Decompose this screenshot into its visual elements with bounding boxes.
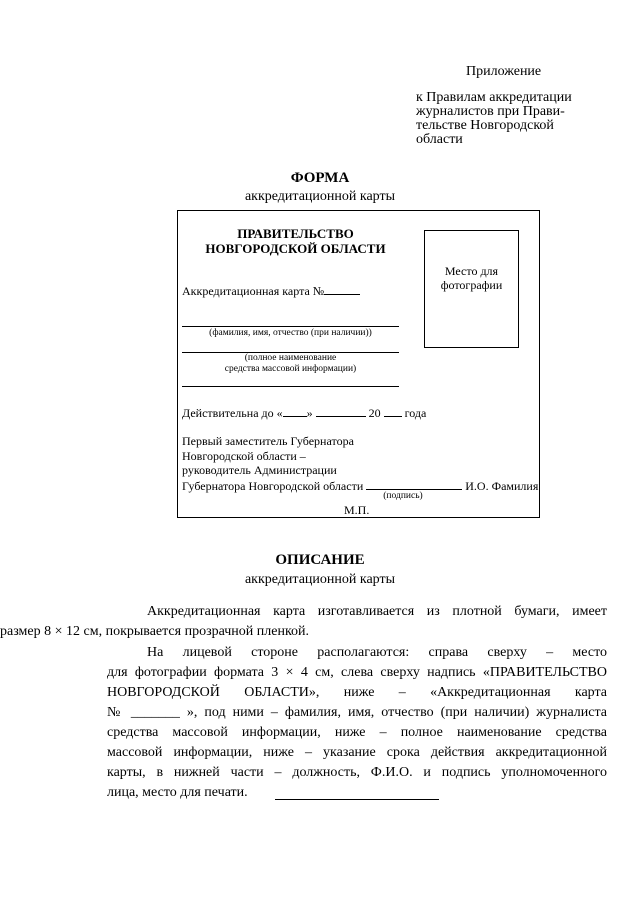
accreditation-card [177, 210, 540, 518]
description-paragraph-2-first [107, 643, 607, 663]
appendix-title: Приложение [466, 64, 542, 79]
card-number-blank [324, 283, 360, 295]
paragraph-line: для фотографии формата 3 × 4 см, слева сверху надпись «ПРАВИТЕЛЬСТВО [107, 665, 607, 680]
fio-line [182, 326, 399, 327]
signature-caption: (подпись) [383, 491, 423, 501]
media-caption [182, 353, 399, 375]
signer-line-with-signature [182, 478, 538, 494]
paragraph-line: размер 8 × 12 см, покрывается прозрачной пленкой. [0, 624, 310, 639]
photo-label: фотографии [440, 278, 503, 292]
valid-suffix: года [404, 406, 427, 420]
valid-until-row [182, 405, 426, 421]
closing-rule [275, 799, 439, 800]
appendix-line: журналистов при Прави- [416, 104, 565, 119]
card-number-row [182, 283, 360, 299]
signature-blank [366, 478, 462, 490]
paragraph-line: средства массовой информации, ниже – полное наименование средства [107, 725, 607, 740]
signer-line: руководитель Администрации [182, 463, 337, 477]
valid-year: 20 [368, 406, 381, 420]
valid-month-blank [316, 405, 366, 417]
media-caption-line: (полное наименование [244, 353, 337, 363]
card-header-line: НОВГОРОДСКОЙ ОБЛАСТИ [205, 241, 386, 256]
paragraph-line: № _______ », под ними – фамилия, имя, отчество (при наличии) журналиста [107, 705, 607, 720]
description-paragraph-1 [0, 602, 607, 642]
photo-placeholder [424, 230, 519, 348]
card-header [178, 226, 413, 256]
valid-prefix: Действительна до « [182, 406, 283, 420]
paragraph-line: Аккредитационная карта изготавливается из плотной бумаги, имеет [147, 604, 607, 619]
media-caption-line: средства массовой информации) [224, 364, 357, 374]
appendix-line: области [416, 132, 463, 147]
paragraph-line: массовой информации, ниже – указание срока действия аккредитационной [107, 745, 607, 760]
signer-block [182, 434, 538, 493]
valid-year-blank [384, 405, 402, 417]
card-header-line: ПРАВИТЕЛЬСТВО [237, 226, 354, 241]
paragraph-line: НОВГОРОДСКОЙ ОБЛАСТИ», ниже – «Аккредитационная карта [107, 685, 607, 700]
form-subtitle: аккредитационной карты [244, 189, 396, 204]
card-number-label: Аккредитационная карта № [182, 284, 325, 298]
form-title: ФОРМА [290, 170, 350, 186]
appendix-reference [416, 91, 616, 147]
valid-day-blank [283, 405, 307, 417]
signer-line: Первый заместитель Губернатора [182, 434, 354, 448]
signer-position: Губернатора Новгородской области [182, 478, 364, 493]
signer-name: И.О. Фамилия [465, 478, 539, 493]
photo-label: Место для [444, 264, 499, 278]
paragraph-line: карты, в нижней части – должность, Ф.И.О. и подпись уполномоченного [107, 765, 607, 780]
paragraph-line: На лицевой стороне располагаются: справа сверху – место [147, 645, 607, 660]
valid-mid: » [306, 406, 313, 420]
description-subtitle: аккредитационной карты [244, 572, 396, 587]
description-paragraph-2 [107, 663, 607, 803]
appendix-line: тельстве Новгородской [416, 118, 554, 133]
stamp-placeholder: М.П. [344, 503, 370, 517]
description-title: ОПИСАНИЕ [275, 552, 365, 568]
media-line-2 [182, 386, 399, 387]
fio-caption: (фамилия, имя, отчество (при наличии)) [209, 328, 372, 338]
paragraph-line: лица, место для печати. [107, 785, 248, 800]
appendix-line: к Правилам аккредитации [416, 90, 572, 105]
signer-line: Новгородской области – [182, 448, 306, 463]
